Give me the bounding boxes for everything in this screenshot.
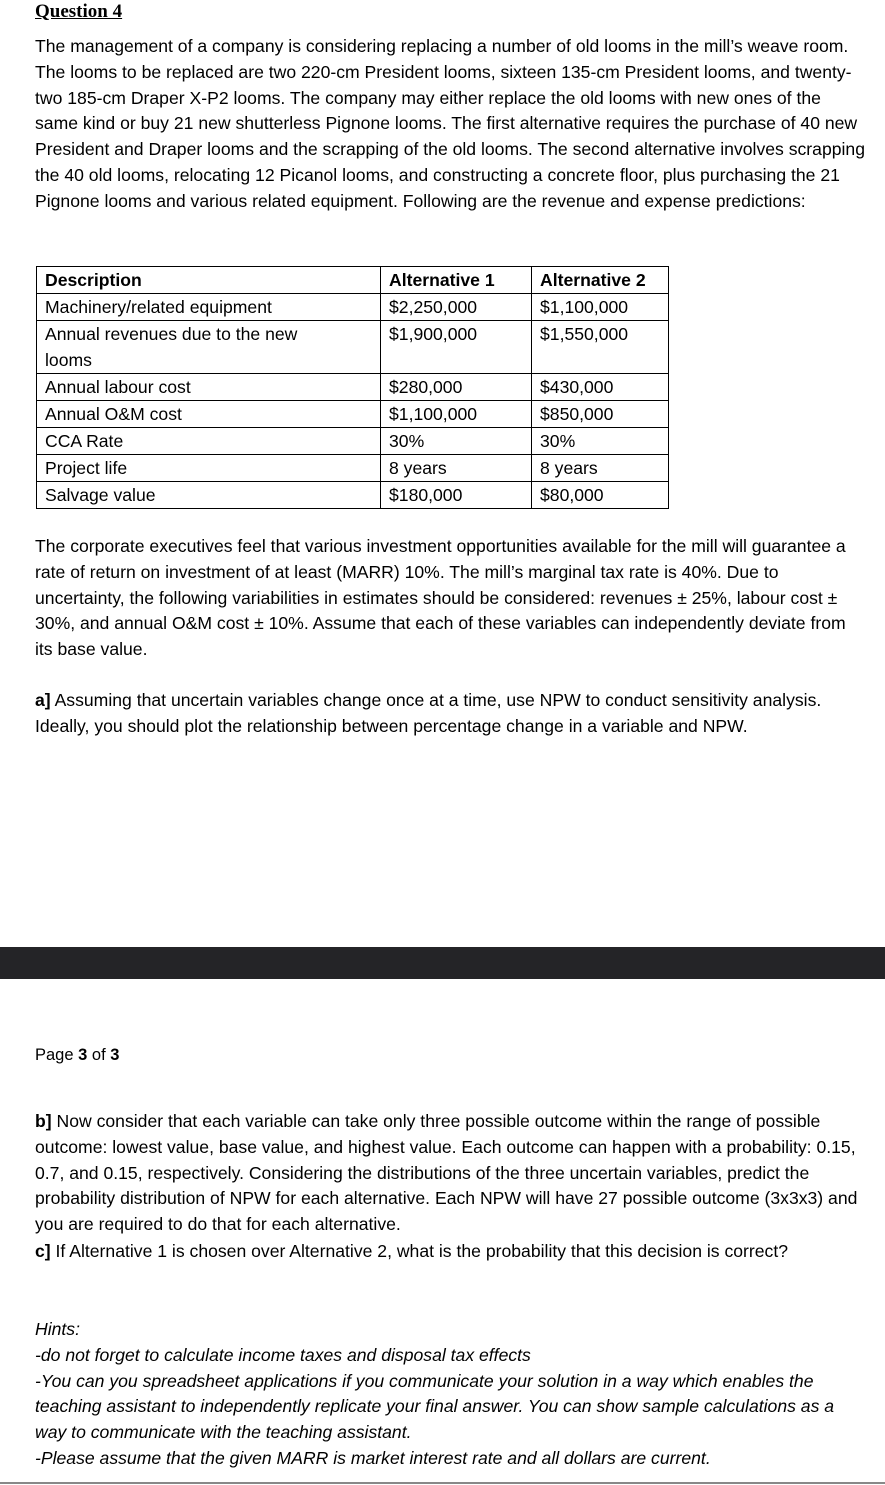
part-a-paragraph [35,688,865,740]
table-header-cell: Alternative 2 [532,267,669,294]
table-cell: Annual O&M cost [37,401,381,428]
table-cell: Salvage value [37,482,381,509]
table-cell: 30% [381,428,532,455]
table-cell: Annual labour cost [37,374,381,401]
table-cell: $850,000 [532,401,669,428]
table-row [37,321,669,374]
table-cell: Annual revenues due to the new looms [37,321,381,374]
table-header-cell: Description [37,267,381,294]
part-a-text: Assuming that uncertain variables change once at a time, use NPW to conduct sensitivity analysis. Ideally, you should plot the relationship between percentage change in a variable and NPW. [35,690,822,736]
table-cell: 30% [532,428,669,455]
table-row [37,482,669,509]
part-c-text: If Alternative 1 is chosen over Alternative 2, what is the probability that this decision is correct? [50,1241,789,1261]
table-cell: $80,000 [532,482,669,509]
table-cell: 8 years [381,455,532,482]
table-row [37,455,669,482]
page-indicator [35,1043,119,1067]
table-cell: $180,000 [381,482,532,509]
page-separator-band [0,947,885,979]
table-header-cell: Alternative 1 [381,267,532,294]
table-cell: $1,900,000 [381,321,532,374]
revenue-expense-table [36,266,669,509]
page-current: 3 [78,1046,88,1064]
table-cell: CCA Rate [37,428,381,455]
question-intro: The management of a company is considering replacing a number of old looms in the mill’s weave room. The looms to be replaced are two 220-cm President looms, sixteen 135-cm President looms, and twenty-two 185-cm Draper X-P2 looms. The company may either replace the old looms with new ones of the same kind or buy 21 new shutterless Pignone looms. The first alternative requires the purchase of 40 new President and Draper looms and the scrapping of the old looms. The second alternative involves scrapping the 40 old looms, relocating 12 Picanol looms, and constructing a concrete floor, plus purchasing the 21 Pignone looms and various related equipment. Following are the revenue and expense predictions: [35,36,865,211]
table-cell: $280,000 [381,374,532,401]
bottom-divider [0,1482,885,1484]
table-cell: $1,100,000 [381,401,532,428]
table-cell: Machinery/related equipment [37,294,381,321]
table-row [37,374,669,401]
question-heading: Question 4 [35,1,123,22]
part-b-paragraph [35,1109,865,1238]
page-total: 3 [110,1046,120,1064]
table-header-row [37,267,669,294]
table-cell: $2,250,000 [381,294,532,321]
context-paragraph: The corporate executives feel that various investment opportunities available for the mill will guarantee a rate of return on investment of at least (MARR) 10%. The mill’s marginal tax rate is 40%. Due to uncertainty, the following variabilities in estimates should be considered: revenues ± 25%, labour cost ± 30%, and annual O&M cost ± 10%. Assume that each of these variables can independently deviate from its base value. [35,536,846,660]
hint-item: -You can you spreadsheet applications if you communicate your solution in a way which enables the teaching assistant to independently replicate your final answer. You can show sample calculations as a way to communicate with the teaching assistant. [35,1370,835,1443]
table-cell: 8 years [532,455,669,482]
part-c-label: c] [35,1241,51,1261]
page-middle: of [87,1046,111,1064]
table-row [37,294,669,321]
part-a-label: a] [35,690,51,710]
part-c-paragraph [35,1239,865,1265]
page-prefix: Page [35,1046,79,1064]
hint-item: -Please assume that the given MARR is market interest rate and all dollars are current. [35,1447,711,1468]
table-cell: Project life [37,455,381,482]
table-row [37,428,669,455]
table-row [37,401,669,428]
table-cell: $1,100,000 [532,294,669,321]
hints-block [35,1317,865,1472]
hint-item: -do not forget to calculate income taxes and disposal tax effects [35,1344,531,1365]
table-cell: $1,550,000 [532,321,669,374]
part-b-text: Now consider that each variable can take only three possible outcome within the range of possible outcome: lowest value, base value, and highest value. Each outcome can happen with a probability: 0.15, 0.7, and 0.15, respectively. Considering the distributions of the three uncertain variables, predict the probability distribution of NPW for each alternative. Each NPW will have 27 possible outcome (3x3x3) and you are required to do that for each alternative. [35,1111,858,1235]
table-cell: $430,000 [532,374,669,401]
part-b-label: b] [35,1111,52,1131]
hints-title: Hints: [35,1319,80,1339]
